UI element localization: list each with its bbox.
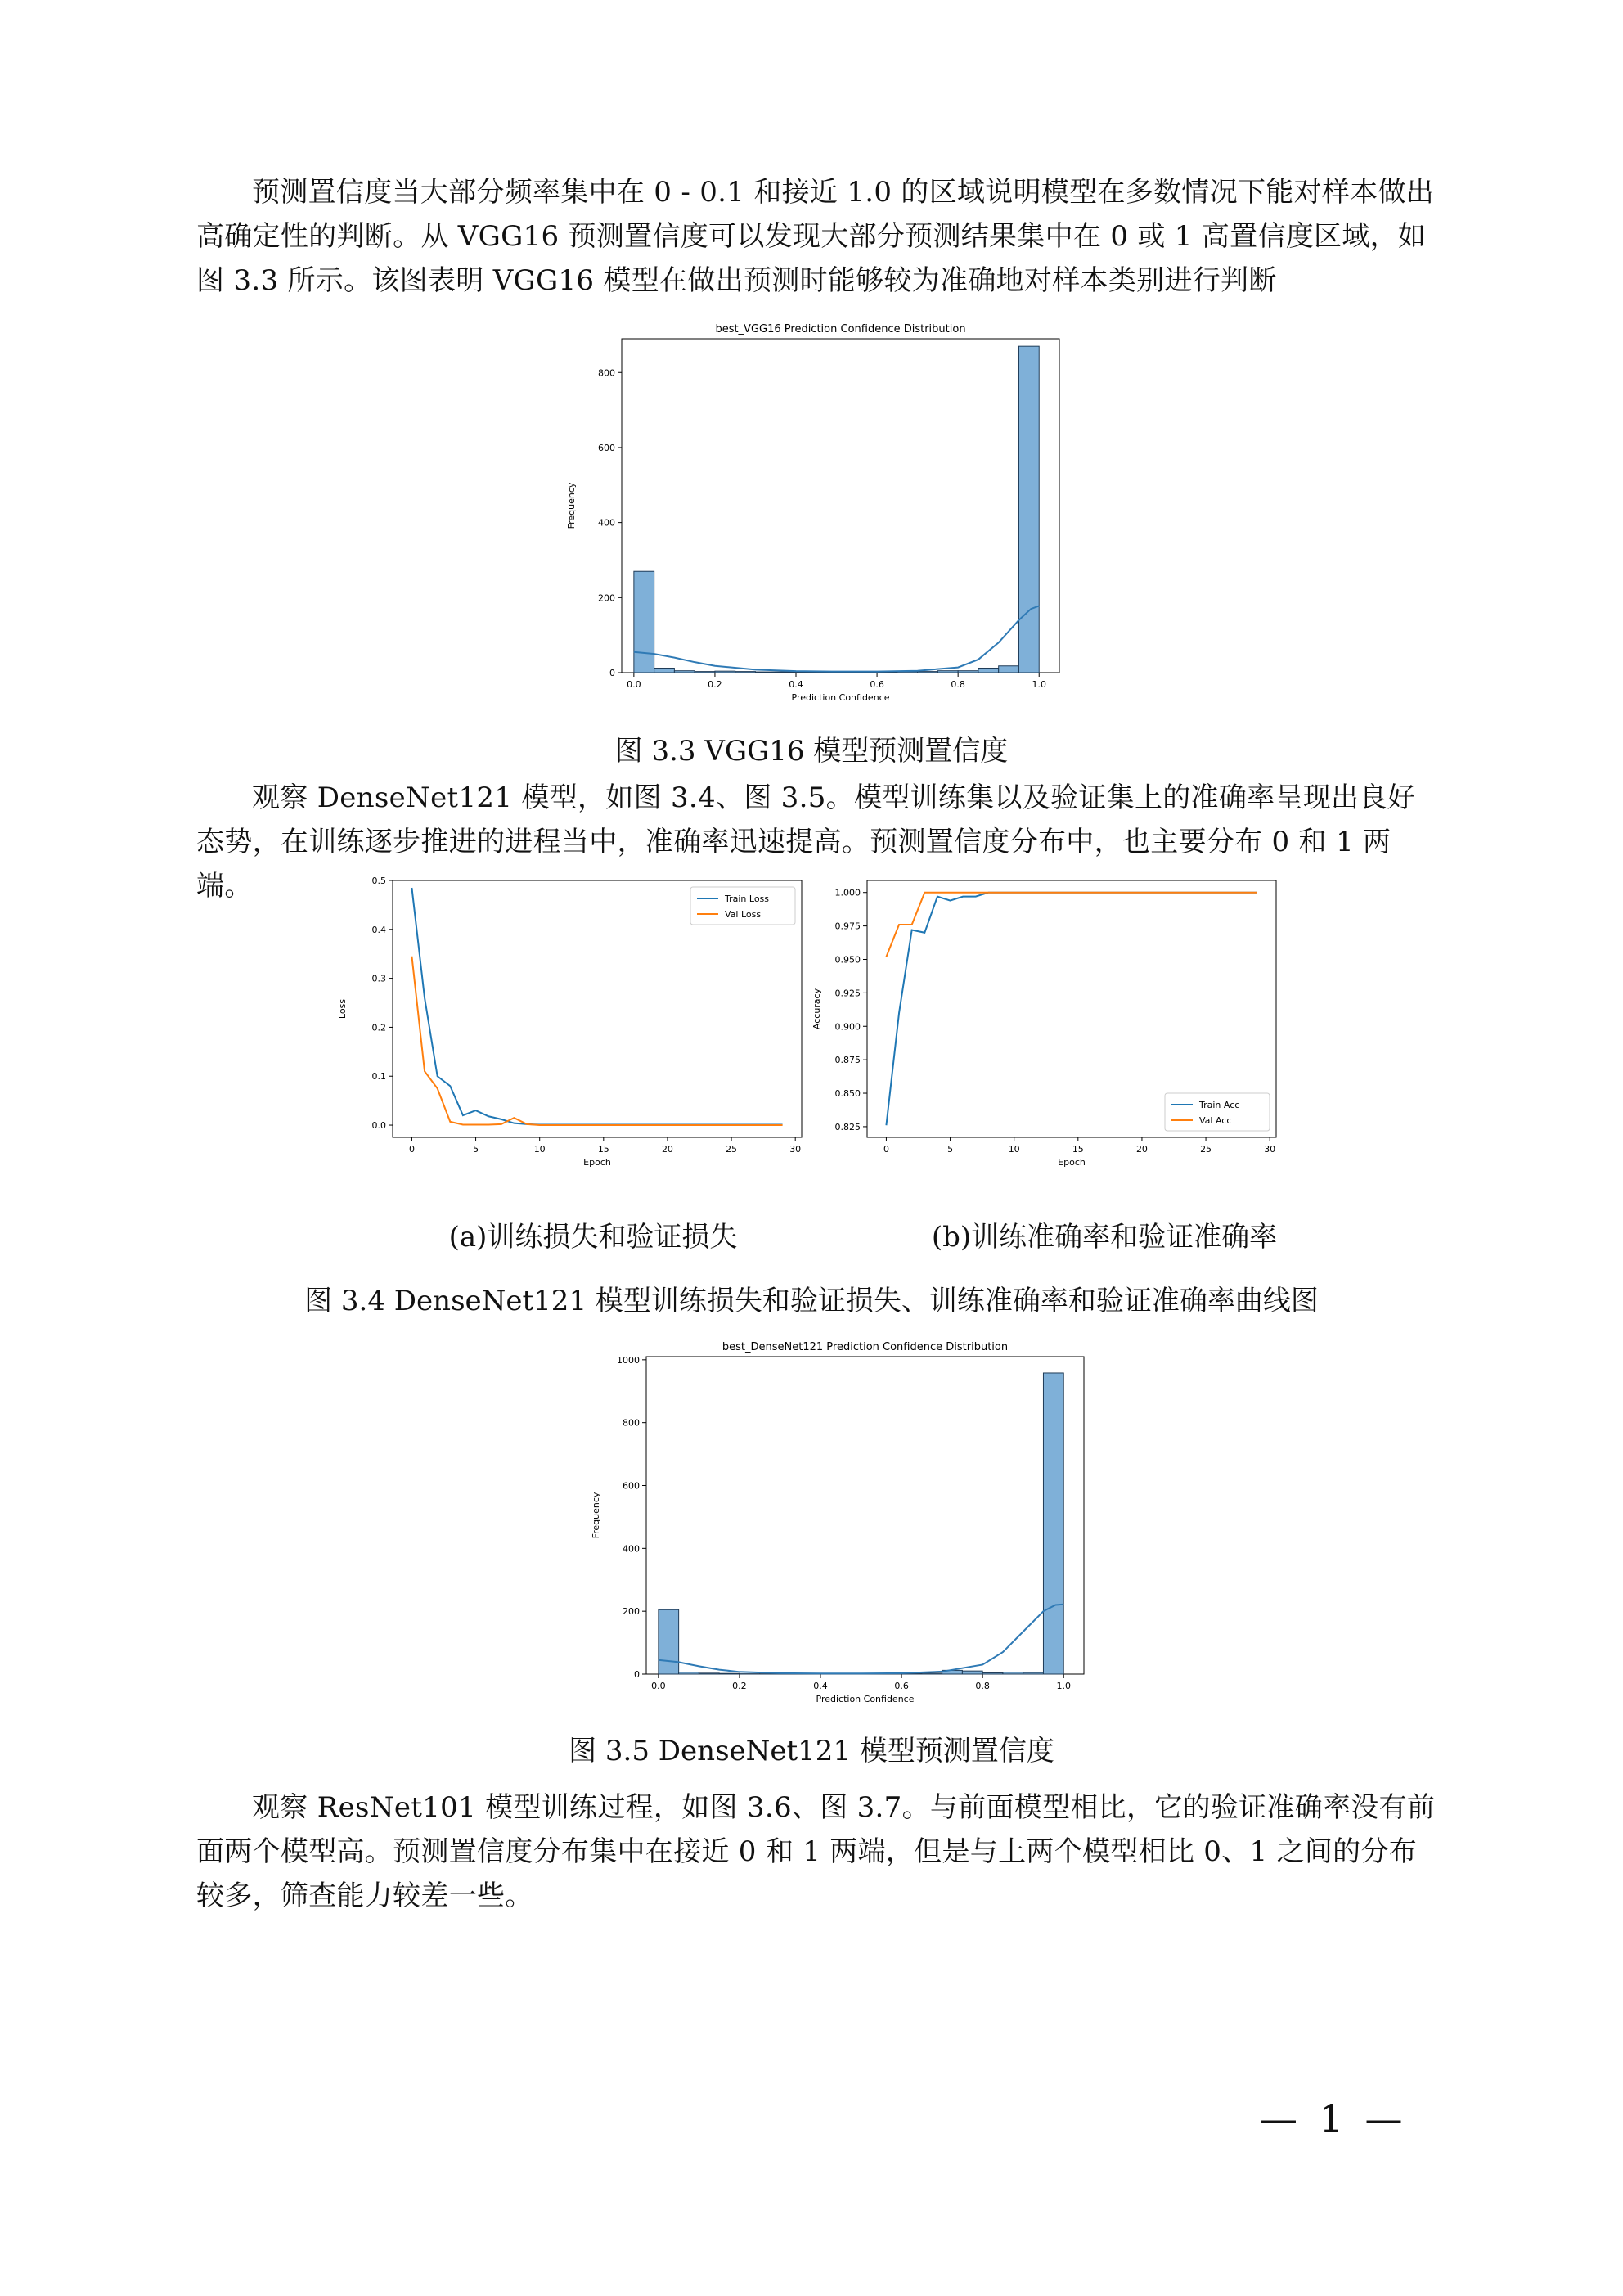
- histogram-bar: [695, 672, 715, 673]
- y-axis-label: Frequency: [591, 1492, 601, 1539]
- y-tick-label: 400: [598, 517, 615, 529]
- histogram-bar: [634, 571, 654, 673]
- chart-title: best_VGG16 Prediction Confidence Distribution: [715, 323, 966, 335]
- histogram-bar: [978, 668, 999, 673]
- y-axis-label: Loss: [337, 998, 348, 1020]
- series-line-train: [886, 893, 1257, 1126]
- x-tick-label: 10: [533, 1144, 546, 1155]
- x-tick-label: 0.6: [870, 679, 884, 690]
- x-tick-label: 0.2: [708, 679, 722, 690]
- caption-fig-3-4: 图 3.4 DenseNet121 模型训练损失和验证损失、训练准确率和验证准确率曲线图: [304, 1285, 1319, 1317]
- histogram-bar: [699, 1673, 719, 1674]
- legend-label: Val Acc: [1199, 1115, 1232, 1126]
- figure-densenet-loss: [327, 874, 810, 1181]
- figure-densenet-confidence: [589, 1337, 1096, 1713]
- y-tick-label: 0.875: [834, 1055, 861, 1066]
- y-tick-label: 0.3: [371, 973, 386, 984]
- histogram-bar: [674, 671, 695, 673]
- kde-curve: [659, 1605, 1063, 1674]
- legend-label: Val Loss: [725, 909, 762, 920]
- y-tick-label: 0.1: [371, 1071, 386, 1083]
- y-tick-label: 0.4: [371, 924, 386, 935]
- histogram-bar: [958, 671, 978, 673]
- histogram-bar: [654, 668, 675, 673]
- histogram-bar: [922, 1673, 942, 1674]
- x-tick-label: 15: [597, 1144, 609, 1155]
- y-tick-label: 800: [623, 1417, 640, 1429]
- x-tick-label: 20: [661, 1144, 673, 1155]
- histogram-bar: [962, 1671, 982, 1674]
- y-tick-label: 0.975: [834, 921, 861, 932]
- y-tick-label: 0.5: [371, 876, 386, 886]
- histogram-bar: [1023, 1672, 1044, 1674]
- x-tick-label: 25: [1200, 1144, 1212, 1155]
- x-axis-label: Prediction Confidence: [816, 1694, 915, 1704]
- densenet-hist-chart: [589, 1337, 1096, 1713]
- chart-title: best_DenseNet121 Prediction Confidence Distribution: [722, 1341, 1009, 1353]
- y-tick-label: 0.925: [834, 988, 861, 999]
- y-tick-label: 0.850: [834, 1088, 861, 1100]
- plot-frame: [622, 339, 1059, 673]
- y-tick-label: 400: [623, 1543, 640, 1555]
- y-tick-label: 600: [623, 1480, 640, 1492]
- x-tick-label: 1.0: [1056, 1681, 1071, 1691]
- paragraph-3: 观察 ResNet101 模型训练过程，如图 3.6、图 3.7。与前面模型相比，它的验证准确率没有前面两个模型高。预测置信度分布集中在接近 0 和 1 两端，但是与上两个模型相比 0、1 之间的分布较多，筛查能力较差一些。: [196, 1791, 1436, 1912]
- caption-fig-3-4b: (b)训练准确率和验证准确率: [931, 1221, 1278, 1254]
- legend-label: Train Acc: [1199, 1100, 1240, 1110]
- legend-label: Train Loss: [725, 894, 770, 904]
- x-tick-label: 0.8: [951, 679, 965, 690]
- x-axis-label: Prediction Confidence: [791, 692, 890, 703]
- histogram-bar: [719, 1673, 740, 1674]
- x-tick-label: 20: [1135, 1144, 1148, 1155]
- series-line-val: [886, 893, 1257, 957]
- densenet-loss-chart: [327, 874, 810, 1181]
- histogram-bar: [999, 666, 1019, 673]
- x-tick-label: 15: [1072, 1144, 1084, 1155]
- x-tick-label: 5: [473, 1144, 479, 1155]
- x-axis-label: Epoch: [583, 1157, 611, 1168]
- y-axis-label: Accuracy: [812, 988, 822, 1030]
- histogram-bar: [918, 672, 938, 673]
- y-tick-label: 1000: [617, 1354, 640, 1366]
- y-tick-label: 0.0: [371, 1120, 386, 1132]
- y-tick-label: 0: [609, 668, 615, 678]
- x-tick-label: 30: [789, 1144, 802, 1155]
- y-tick-label: 600: [598, 442, 615, 453]
- paragraph-2: 观察 DenseNet121 模型，如图 3.4、图 3.5。模型训练集以及验证集上的准确率呈现出良好态势，在训练逐步推进的进程当中，准确率迅速提高。预测置信度分布中，也主要分布 0 和 1 两端。: [196, 781, 1415, 903]
- x-tick-label: 5: [947, 1144, 954, 1155]
- histogram-bar: [715, 671, 735, 673]
- y-tick-label: 200: [598, 592, 615, 604]
- histogram-bar: [679, 1672, 699, 1674]
- page-number: — 1 —: [1260, 2096, 1408, 2141]
- x-tick-label: 25: [726, 1144, 738, 1155]
- caption-fig-3-5: 图 3.5 DenseNet121 模型预测置信度: [569, 1735, 1054, 1767]
- y-tick-label: 0.900: [834, 1021, 861, 1033]
- densenet-acc-chart: [802, 874, 1284, 1181]
- figure-vgg16-confidence: [564, 314, 1072, 715]
- x-tick-label: 0.8: [975, 1681, 990, 1691]
- histogram-bar: [659, 1609, 679, 1674]
- caption-fig-3-4a: (a)训练损失和验证损失: [448, 1221, 738, 1254]
- caption-fig-3-3: 图 3.3 VGG16 模型预测置信度: [614, 735, 1009, 768]
- figure-densenet-acc: [802, 874, 1284, 1181]
- y-tick-label: 200: [623, 1606, 640, 1618]
- y-axis-label: Frequency: [566, 482, 577, 529]
- histogram-bar: [755, 672, 776, 673]
- x-tick-label: 1.0: [1032, 679, 1046, 690]
- x-tick-label: 0: [883, 1144, 889, 1155]
- y-tick-label: 800: [598, 367, 615, 379]
- x-tick-label: 10: [1008, 1144, 1020, 1155]
- y-tick-label: 0.825: [834, 1121, 861, 1132]
- x-tick-label: 0.0: [627, 679, 641, 690]
- histogram-bar: [1043, 1373, 1063, 1674]
- y-tick-label: 0.950: [834, 954, 861, 966]
- histogram-bar: [1018, 346, 1039, 673]
- histogram-bar: [776, 672, 796, 673]
- x-tick-label: 30: [1264, 1144, 1276, 1155]
- x-tick-label: 0.2: [732, 1681, 747, 1691]
- paragraph-1: 预测置信度当大部分频率集中在 0 - 0.1 和接近 1.0 的区域说明模型在多数情况下能对样本做出高确定性的判断。从 VGG16 预测置信度可以发现大部分预测结果集中在 0 或 1 高置信度区域，如图 3.3 所示。该图表明 VGG16 模型在做出预测时能够较为准确地对样本类别进行判断: [196, 176, 1435, 297]
- y-tick-label: 0.2: [371, 1022, 386, 1033]
- histogram-bar: [937, 671, 958, 673]
- x-tick-label: 0.4: [789, 679, 803, 690]
- histogram-bar: [1003, 1672, 1023, 1674]
- y-tick-label: 1.000: [834, 887, 861, 898]
- x-tick-label: 0.4: [813, 1681, 828, 1691]
- series-line-val: [411, 957, 782, 1125]
- histogram-bar: [735, 672, 756, 673]
- x-tick-label: 0.6: [894, 1681, 909, 1691]
- x-axis-label: Epoch: [1058, 1157, 1086, 1168]
- y-tick-label: 0: [634, 1669, 640, 1680]
- x-tick-label: 0.0: [651, 1681, 666, 1691]
- histogram-bar: [982, 1672, 1003, 1674]
- plot-frame: [646, 1357, 1084, 1674]
- kde-curve: [634, 606, 1039, 671]
- vgg16-hist-chart: [564, 314, 1072, 715]
- x-tick-label: 0: [408, 1144, 415, 1155]
